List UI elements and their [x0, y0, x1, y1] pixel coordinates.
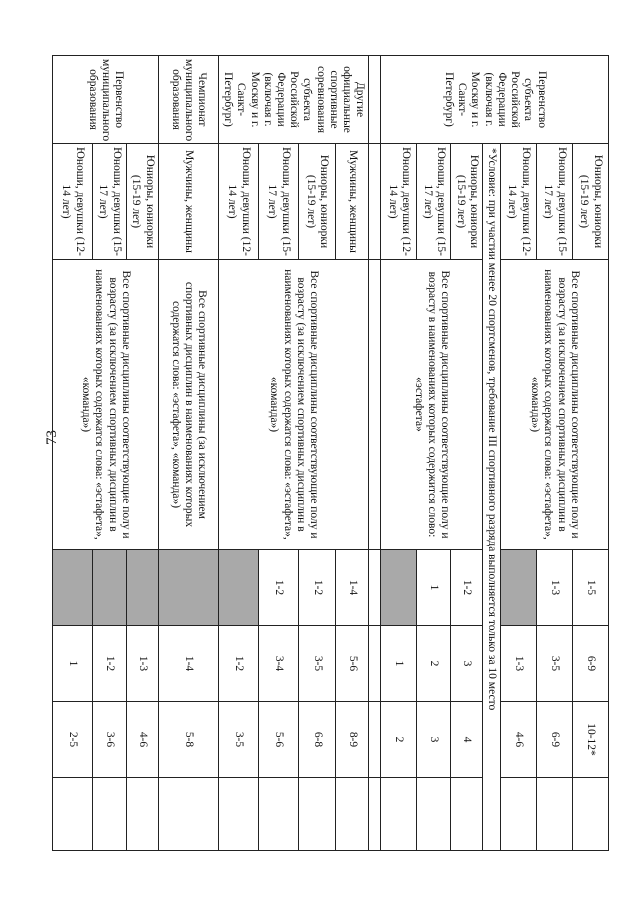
rank-value: 3-5: [298, 626, 336, 702]
empty-cell: [369, 778, 381, 851]
rank-value: 1-2: [92, 626, 126, 702]
empty-cell: [451, 778, 482, 851]
rank-value: 1-2: [218, 626, 258, 702]
table-row: [369, 56, 381, 851]
group-cell: Юноши, девушки (12-14 лет): [381, 144, 417, 260]
rank-value: 3-4: [258, 626, 298, 702]
table-row: [336, 56, 369, 851]
rank-value: 4-6: [126, 702, 158, 778]
group-cell: Юноши, девушки (15-17 лет): [258, 144, 298, 260]
group-cell: Мужчины, женщины: [158, 144, 218, 260]
empty-cell: [92, 778, 126, 851]
shaded-cell: [218, 550, 258, 626]
page-number: 73: [44, 430, 60, 445]
empty-cell: [258, 778, 298, 851]
rank-value: 3: [451, 626, 482, 702]
rank-value: 6-9: [537, 702, 573, 778]
group-cell: Юноши, девушки (12-14 лет): [52, 144, 92, 260]
empty-cell: [369, 702, 381, 778]
empty-cell: [417, 778, 451, 851]
rank-value: 2: [381, 702, 417, 778]
rank-value: 6-9: [573, 626, 609, 702]
shaded-cell: [381, 550, 417, 626]
empty-cell: [126, 778, 158, 851]
competition-cell: Другие официальные спортивные соревнования субъекта Российской Федерации (включая г. Москву и г. Санкт-Петербург): [218, 56, 368, 144]
rank-value: 5-6: [336, 626, 369, 702]
group-cell: Юноши, девушки (12-14 лет): [218, 144, 258, 260]
empty-cell: [52, 778, 92, 851]
rank-value: 1-2: [451, 550, 482, 626]
empty-cell: [381, 778, 417, 851]
group-cell: Юниоры, юниорки (15-19 лет): [298, 144, 336, 260]
rank-value: 1: [381, 626, 417, 702]
rank-value: 3-5: [537, 626, 573, 702]
group-cell: Юниоры, юниорки (15-19 лет): [573, 144, 609, 260]
table-row: [482, 56, 500, 851]
rank-value: 1: [417, 550, 451, 626]
rank-value: 1: [52, 626, 92, 702]
empty-cell: [369, 260, 381, 550]
discipline-cell: Все спортивные дисциплины соответствующие полу и возрасту (за исключением спортивных дисциплин в наименованиях которых содержатся слова: «эстафета», «команда»): [501, 260, 609, 550]
rank-value: 1-3: [126, 626, 158, 702]
empty-cell: [298, 778, 336, 851]
empty-cell: [369, 144, 381, 260]
rank-value: 1-4: [336, 550, 369, 626]
rank-value: 1-3: [501, 626, 537, 702]
rank-value: 5-6: [258, 702, 298, 778]
discipline-cell: Все спортивные дисциплины соответствующие полу и возрасту (за исключением спортивных дисциплин в наименованиях которых содержатся слова: «эстафета», «команда»): [52, 260, 158, 550]
rotated-table-container: [60, 55, 609, 850]
rank-value: 1-2: [258, 550, 298, 626]
sports-rank-table: [52, 55, 609, 851]
rank-value: 3-5: [218, 702, 258, 778]
competition-cell: Первенство муниципального образования: [52, 56, 158, 144]
rank-value: 4-6: [501, 702, 537, 778]
rank-value: 1-3: [537, 550, 573, 626]
rank-value: 2-5: [52, 702, 92, 778]
shaded-cell: [158, 550, 218, 626]
shaded-cell: [126, 550, 158, 626]
group-cell: Юниоры, юниорки (15-19 лет): [451, 144, 482, 260]
discipline-cell: Все спортивные дисциплины соответствующие полу и возрасту в наименованиях которых содержится слово: «эстафета»: [381, 260, 482, 550]
rank-value: 2: [417, 626, 451, 702]
rank-value: 4: [451, 702, 482, 778]
empty-cell: [537, 778, 573, 851]
rank-value: 3: [417, 702, 451, 778]
shaded-cell: [92, 550, 126, 626]
competition-cell: Чемпионат муниципального образования: [158, 56, 218, 144]
empty-cell: [369, 626, 381, 702]
empty-cell: [218, 778, 258, 851]
group-cell: Юноши, девушки (15-17 лет): [417, 144, 451, 260]
group-cell: Юноши, девушки (15-17 лет): [537, 144, 573, 260]
empty-cell: [369, 56, 381, 144]
empty-cell: [501, 778, 537, 851]
rank-value: 1-4: [158, 626, 218, 702]
rank-value: 10-12*: [573, 702, 609, 778]
table-note: *Условие: при участии менее 20 спортсменов, требование III спортивного разряда выполняется только за 10 место: [482, 144, 500, 851]
discipline-cell: Все спортивные дисциплины соответствующие полу и возрасту (за исключением спортивных дисциплин в наименованиях которых содержатся слова: «эстафета», «команда»): [218, 260, 368, 550]
discipline-cell: Все спортивные дисциплины (за исключением спортивных дисциплин в наименованиях которых содержатся слова: «эстафета», «команда»): [158, 260, 218, 550]
shaded-cell: [501, 550, 537, 626]
table-row: [158, 56, 218, 851]
competition-cell: Первенство субъекта Российской Федерации (включая г. Москву и г. Санкт-Петербург): [381, 56, 609, 144]
rank-value: 3-6: [92, 702, 126, 778]
rank-value: 8-9: [336, 702, 369, 778]
group-cell: Юниоры, юниорки (15-19 лет): [126, 144, 158, 260]
rank-value: 6-8: [298, 702, 336, 778]
empty-cell: [573, 778, 609, 851]
shaded-cell: [52, 550, 92, 626]
empty-cell: [336, 778, 369, 851]
empty-cell: [369, 550, 381, 626]
empty-cell: [158, 778, 218, 851]
group-cell: Юноши, девушки (15-17 лет): [92, 144, 126, 260]
group-cell: Мужчины, женщины: [336, 144, 369, 260]
group-cell: Юноши, девушки (12-14 лет): [501, 144, 537, 260]
table-row: [573, 56, 609, 851]
table-row: [126, 56, 158, 851]
table-row: [451, 56, 482, 851]
rank-value: 1-2: [298, 550, 336, 626]
rank-value: 1-5: [573, 550, 609, 626]
rank-value: 5-8: [158, 702, 218, 778]
